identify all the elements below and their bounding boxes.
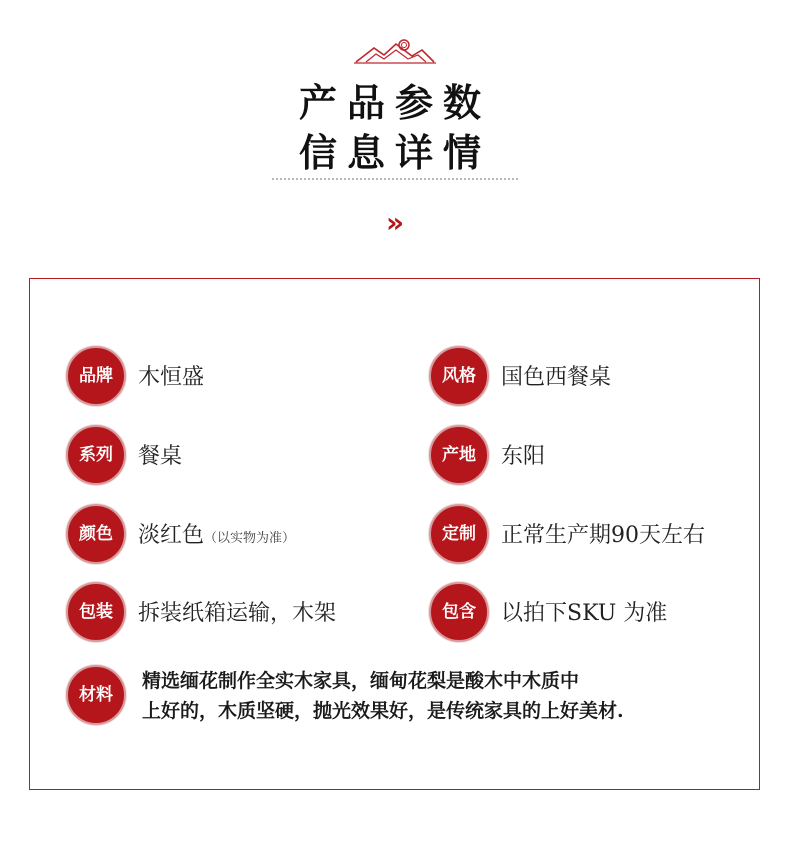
origin-badge: 产地 [429,425,489,485]
series-badge: 系列 [66,425,126,485]
custom-value: 正常生产期90天左右 [501,523,705,548]
page-subtitle: 信息详情 [298,130,491,175]
brand-value: 木恒盛 [138,365,205,390]
double-chevron-icon: » [385,206,405,239]
dotted-divider [272,178,518,180]
origin-value: 东阳 [501,444,546,469]
package-badge: 包含 [429,582,489,642]
style-value: 国色西餐桌 [501,365,612,390]
mountain-sun-icon [352,36,438,66]
packing-value: 拆装纸箱运输，木架 [138,601,337,626]
color-note: （以实物为准） [204,531,296,546]
color-value: 淡红色 [138,523,205,548]
material-value [142,666,742,726]
material-line-2: 上好的，木质坚硬，抛光效果好，是传统家具的上好美材. [142,700,624,722]
custom-badge: 定制 [429,504,489,564]
style-badge: 风格 [429,346,489,406]
color-value-wrap [138,518,295,549]
series-value: 餐桌 [138,444,183,469]
material-badge: 材料 [66,665,126,725]
material-line-1: 精选缅花制作全实木家具，缅甸花梨是酸木中木质中 [142,670,580,692]
spec-material [66,665,126,725]
packing-badge: 包装 [66,582,126,642]
brand-badge: 品牌 [66,346,126,406]
package-value: 以拍下SKU 为准 [501,601,668,626]
page-title: 产品参数 [298,80,491,125]
color-badge: 颜色 [66,504,126,564]
